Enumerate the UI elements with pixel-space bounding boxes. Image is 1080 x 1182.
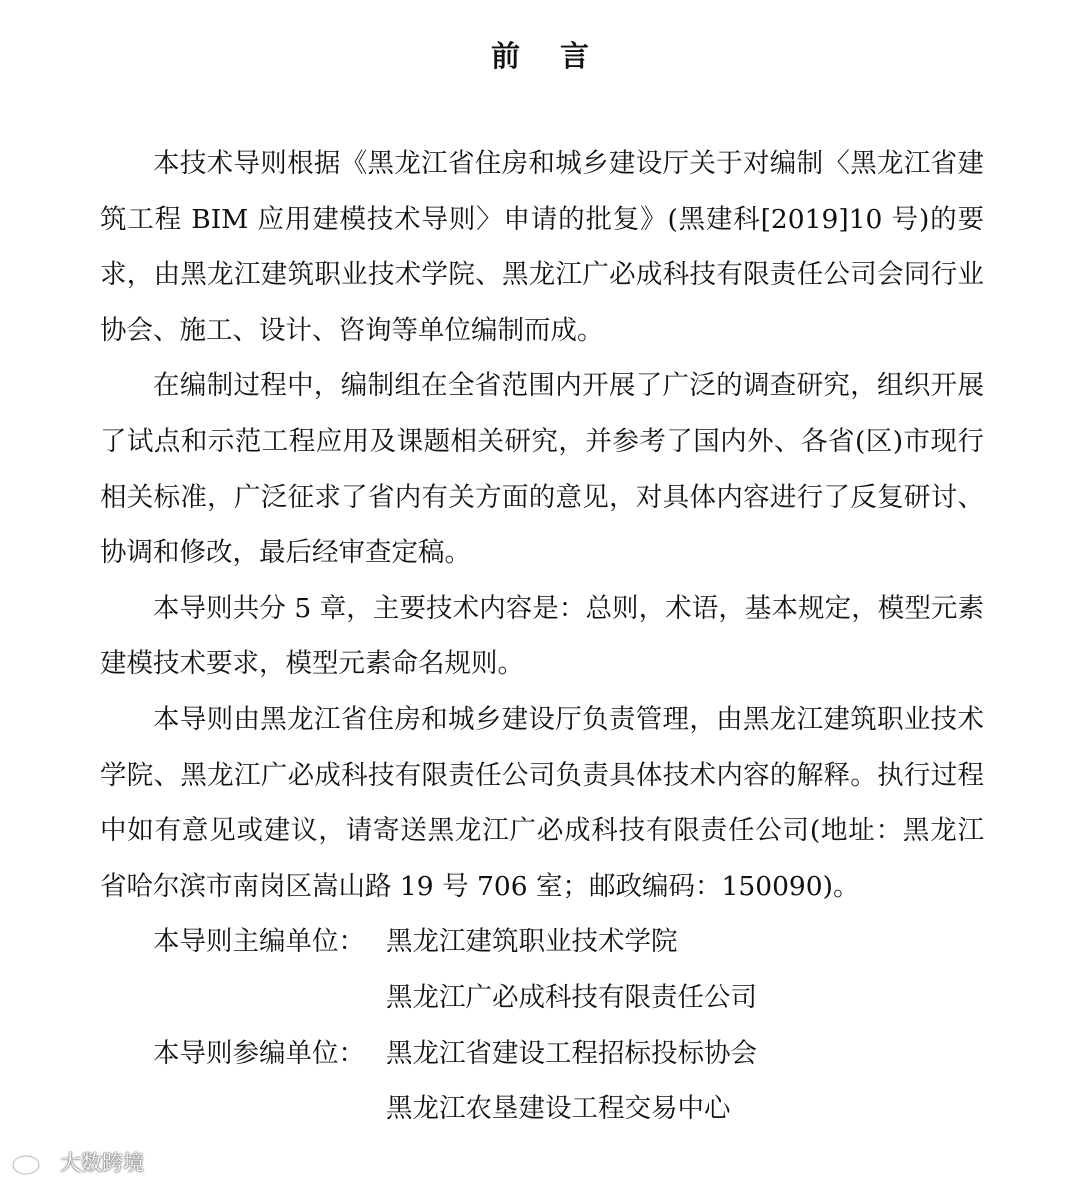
chief-unit-name: 黑龙江广必成科技有限责任公司 [386,981,757,1013]
chief-unit-row-1 [100,914,984,970]
chief-unit-row-2 [100,970,984,1026]
chief-units-label: 本导则主编单位： [153,926,365,958]
participating-unit-name: 黑龙江农垦建设工程交易中心 [386,1093,731,1125]
participating-unit-row-2 [100,1081,984,1137]
participating-unit-row-1 [100,1026,984,1082]
paragraph-chapters: 本导则共分 5 章，主要技术内容是：总则，术语，基本规定，模型元素建模技术要求，模型元素命名规则。 [100,592,984,680]
watermark [10,1146,144,1178]
paragraph-process: 在编制过程中，编制组在全省范围内开展了广泛的调查研究，组织开展了试点和示范工程应用及课题相关研究，并参考了国内外、各省(区)市现行相关标准，广泛征求了省内有关方面的意见，对具体内容进行了反复研讨、协调和修改，最后经审查定稿。 [100,370,984,569]
watermark-text: 大数跨境 [60,1151,144,1175]
document-body [100,136,984,1137]
participating-units-label: 本导则参编单位： [153,1037,365,1069]
paragraph-basis: 本技术导则根据《黑龙江省住房和城乡建设厅关于对编制〈黑龙江省建筑工程 BIM 应用建模技术导则〉申请的批复》(黑建科[2019]10 号)的要求，由黑龙江建筑职业技术学院、黑龙江广必成科技有限责任公司会同行业协会、施工、设计、咨询等单位编制而成。 [100,148,984,346]
participating-unit-name: 黑龙江省建设工程招标投标协会 [386,1037,757,1069]
chief-unit-name: 黑龙江建筑职业技术学院 [386,926,678,958]
weibo-logo-icon [10,1148,54,1176]
page-title: 前言 [490,39,629,73]
paragraph-management: 本导则由黑龙江省住房和城乡建设厅负责管理，由黑龙江建筑职业技术学院、黑龙江广必成科技有限责任公司负责具体技术内容的解释。执行过程中如有意见或建议，请寄送黑龙江广必成科技有限责任公司(地址：黑龙江省哈尔滨市南岗区嵩山路 19 号 706 室；邮政编码：150090)。 [100,703,984,902]
